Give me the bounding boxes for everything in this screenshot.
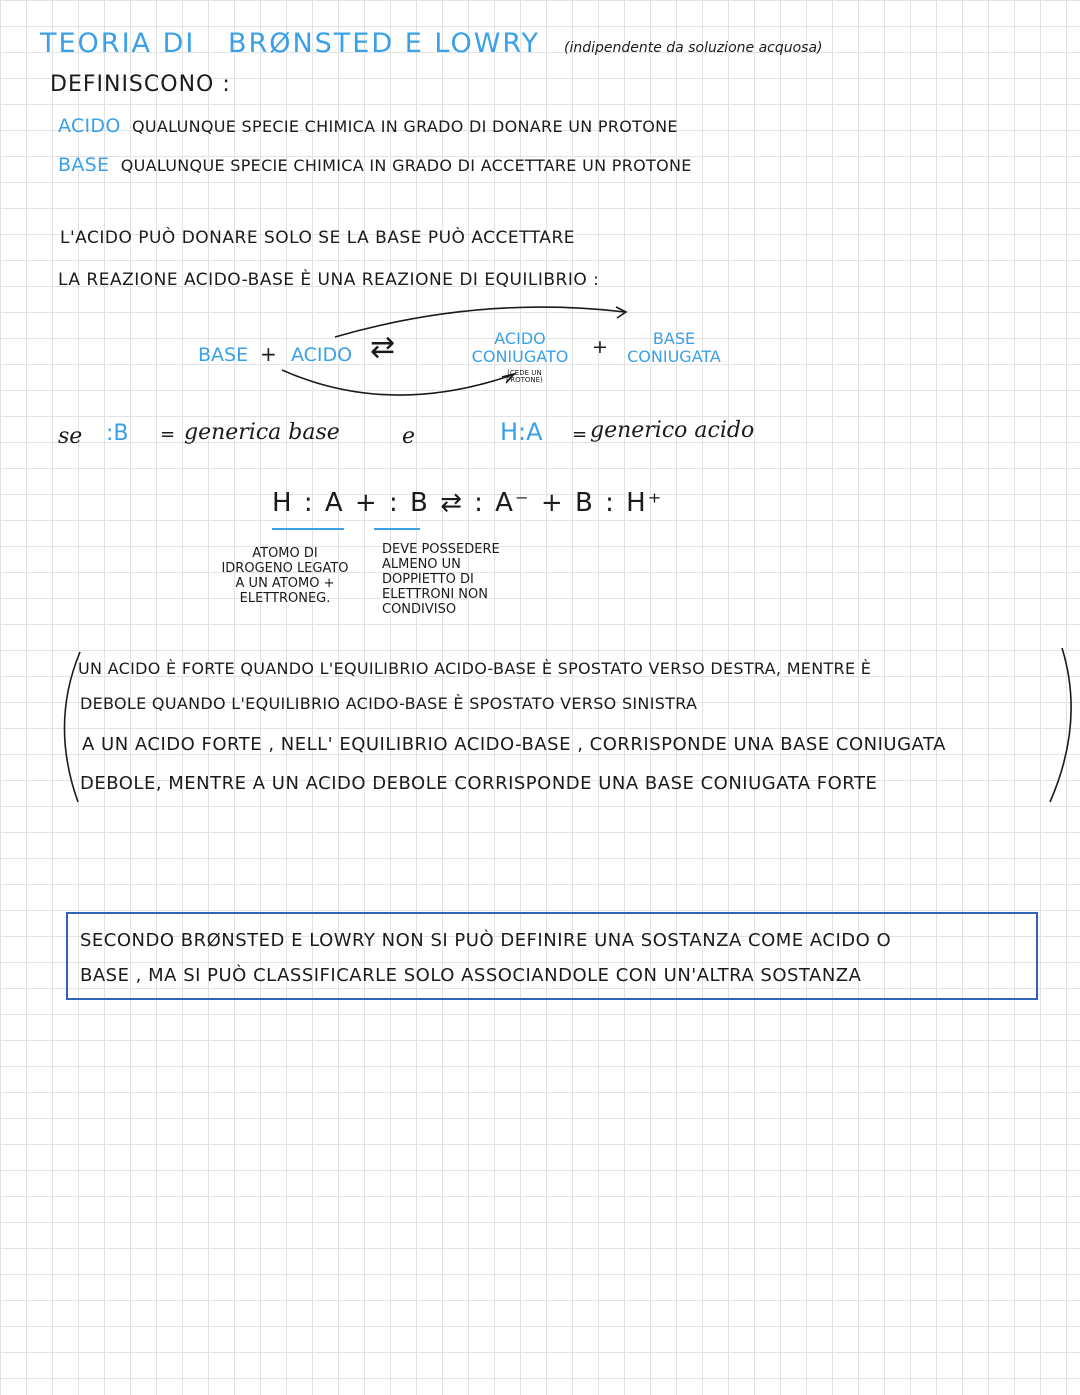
title-subtitle: (indipendente da soluzione acquosa): [564, 40, 823, 56]
proton-note: [506, 370, 543, 384]
conjugate-acid-line-1: ACIDO: [494, 329, 546, 348]
title-part-2: BRØNSTED E LOWRY: [227, 28, 540, 59]
title-part-1: TEORIA DI: [40, 28, 196, 59]
strength-line-3: A UN ACIDO FORTE , NELL' EQUILIBRIO ACIDO-BASE , CORRISPONDE UNA BASE CONIUGATA: [82, 734, 946, 755]
conjugate-base-line-1: BASE: [652, 329, 696, 348]
statement-line-2: LA REAZIONE ACIDO-BASE È UNA REAZIONE DI EQUILIBRIO :: [58, 270, 600, 290]
equilibrium-arrow-icon: ⇄: [370, 330, 396, 365]
generic-equals-1: =: [160, 424, 176, 445]
proton-note-line-2: PROTONE): [506, 376, 543, 384]
reaction-base: BASE: [198, 344, 249, 366]
underline-ha: [272, 528, 344, 530]
generic-equals-2: =: [572, 424, 588, 445]
forward-arrowhead: [616, 307, 626, 318]
acid-base-equation: H : A + : B ⇄ : A⁻ + B : H⁺: [272, 488, 664, 518]
conclusion-line-1: SECONDO BRØNSTED E LOWRY NON SI PUÒ DEFINIRE UNA SOSTANZA COME ACIDO O: [80, 930, 892, 951]
generic-and: e: [402, 424, 416, 449]
reaction-acid: ACIDO: [291, 344, 353, 366]
definitions-intro: DEFINISCONO :: [50, 72, 231, 97]
backward-curve-arrow: [282, 370, 515, 395]
generic-base-symbol: :B: [106, 421, 129, 446]
underline-b: [374, 528, 420, 530]
proton-note-line-1: (CEDE UN: [507, 369, 542, 377]
strength-line-1: UN ACIDO È FORTE QUANDO L'EQUILIBRIO ACIDO-BASE È SPOSTATO VERSO DESTRA, MENTRE È: [78, 659, 872, 678]
conjugate-base-line-2: CONIUGATA: [627, 347, 721, 366]
conclusion-line-2: BASE , MA SI PUÒ CLASSIFICARLE SOLO ASSOCIANDOLE CON UN'ALTRA SOSTANZA: [80, 965, 862, 986]
conjugate-acid-line-2: CONIUGATO: [471, 347, 569, 366]
strength-line-4: DEBOLE, MENTRE A UN ACIDO DEBOLE CORRISPONDE UNA BASE CONIUGATA FORTE: [80, 773, 878, 794]
strength-line-2: DEBOLE QUANDO L'EQUILIBRIO ACIDO-BASE È SPOSTATO VERSO SINISTRA: [80, 694, 698, 713]
base-definition: [58, 154, 692, 176]
right-parenthesis: [1050, 648, 1071, 802]
generic-se: se: [58, 424, 83, 449]
acid-term: ACIDO: [58, 115, 121, 137]
generic-base-desc: generica base: [184, 420, 340, 445]
reaction-plus-2: +: [592, 336, 608, 358]
conclusion-box: [66, 912, 1038, 1000]
reaction-plus-1: +: [260, 342, 277, 366]
generic-acid-symbol: H:A: [500, 418, 543, 446]
equation-note-left: ATOMO DI IDROGENO LEGATO A UN ATOMO + ELETTRONEG.: [221, 546, 349, 606]
conjugate-base-label: [618, 330, 730, 366]
generic-acid-desc: generico acido: [590, 418, 755, 443]
base-term: BASE: [58, 154, 110, 176]
conjugate-acid-label: [466, 330, 574, 366]
equation-note-right: DEVE POSSEDERE ALMENO UN DOPPIETTO DI ELETTRONI NON CONDIVISO: [382, 542, 500, 617]
acid-definition: [58, 115, 678, 137]
statement-line-1: L'ACIDO PUÒ DONARE SOLO SE LA BASE PUÒ ACCETTARE: [60, 228, 575, 248]
page-title: [40, 28, 540, 59]
base-text: QUALUNQUE SPECIE CHIMICA IN GRADO DI ACCETTARE UN PROTONE: [120, 156, 692, 175]
acid-text: QUALUNQUE SPECIE CHIMICA IN GRADO DI DONARE UN PROTONE: [132, 117, 678, 136]
